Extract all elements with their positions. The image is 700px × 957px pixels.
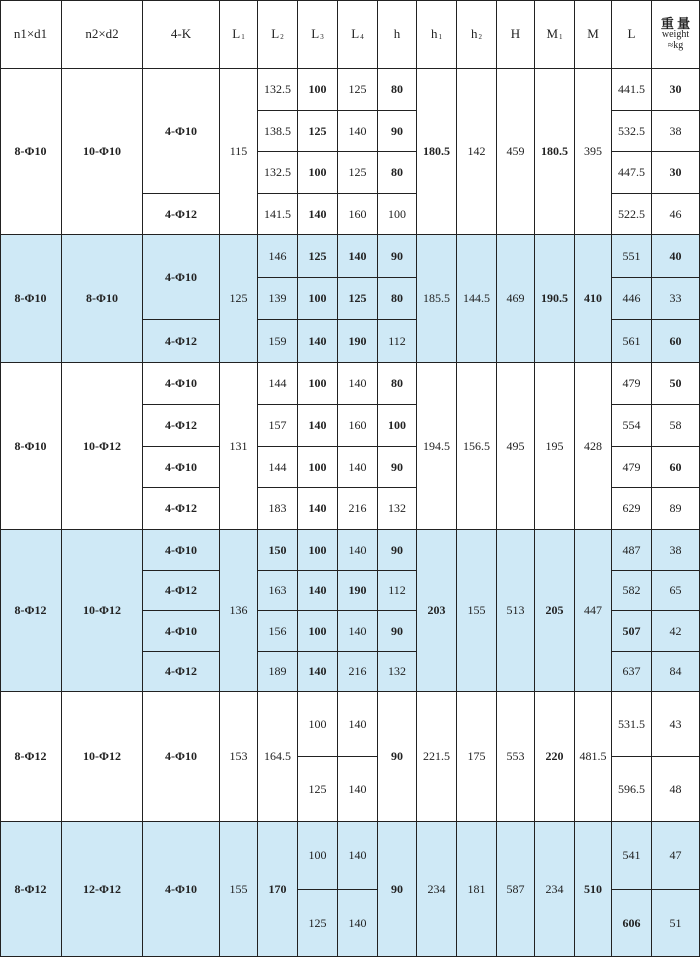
- header-cell: [338, 0, 378, 69]
- header-cell: [652, 0, 700, 69]
- h-cell: 80: [378, 278, 417, 320]
- header-cell: [612, 0, 652, 69]
- bolt-k-cell: 4-Φ10: [143, 69, 220, 194]
- header-subscript: 1: [559, 33, 563, 41]
- l4-cell: 140: [338, 447, 378, 488]
- h2-cell: 144.5: [457, 235, 497, 363]
- bolt-k-cell: 4-Φ12: [143, 405, 220, 447]
- l3-cell: 140: [298, 405, 338, 447]
- l1-cell: 136: [220, 530, 258, 692]
- header-cell: [62, 0, 143, 69]
- l3-cell: 140: [298, 194, 338, 235]
- l2-cell: 164.5: [258, 692, 298, 822]
- l2-cell: 183: [258, 488, 298, 530]
- header-cell: [535, 0, 575, 69]
- l3-cell: 140: [298, 488, 338, 530]
- header-cell: [220, 0, 258, 69]
- l3-cell: 100: [298, 69, 338, 111]
- n1-d1-cell: 8-Φ12: [0, 822, 62, 957]
- h-cell: 132: [378, 488, 417, 530]
- l2-cell: 170: [258, 822, 298, 957]
- bolt-k-cell: 4-Φ10: [143, 692, 220, 822]
- weight-header-line: weight: [661, 28, 690, 40]
- n1-d1-cell: 8-Φ10: [0, 69, 62, 235]
- h1-cell: 221.5: [417, 692, 457, 822]
- l2-cell: 156: [258, 611, 298, 652]
- n2-d2-cell: 8-Φ10: [62, 235, 143, 363]
- weight-cell: 89: [652, 488, 700, 530]
- bolt-k-cell: 4-Φ12: [143, 571, 220, 611]
- l4-cell: 160: [338, 194, 378, 235]
- l4-cell: 190: [338, 571, 378, 611]
- l1-cell: 131: [220, 363, 258, 530]
- m1-cell: 190.5: [535, 235, 575, 363]
- length-cell: 446: [612, 278, 652, 320]
- header-subscript: 2: [280, 33, 284, 41]
- header-label: h: [471, 26, 478, 41]
- h2-cell: 156.5: [457, 363, 497, 530]
- bolt-k-cell: 4-Φ10: [143, 447, 220, 488]
- m1-cell: 234: [535, 822, 575, 957]
- h-cell: 100: [378, 194, 417, 235]
- m1-cell: 220: [535, 692, 575, 822]
- h-cell: 80: [378, 152, 417, 194]
- length-cell: 447.5: [612, 152, 652, 194]
- weight-cell: 60: [652, 320, 700, 363]
- weight-header-line: 重 量: [660, 15, 691, 31]
- weight-cell: 43: [652, 692, 700, 757]
- l4-cell: 140: [338, 822, 378, 890]
- h-cell: 90: [378, 530, 417, 571]
- bolt-k-cell: 4-Φ12: [143, 320, 220, 363]
- length-cell: 507: [612, 611, 652, 652]
- header-cell: [298, 0, 338, 69]
- header-label: M: [587, 26, 599, 41]
- l4-cell: 216: [338, 488, 378, 530]
- l2-cell: 144: [258, 447, 298, 488]
- h-cell: 90: [378, 235, 417, 278]
- m-cell: 395: [575, 69, 612, 235]
- l3-cell: 125: [298, 890, 338, 957]
- l4-cell: 140: [338, 757, 378, 822]
- header-subscript: 1: [438, 33, 442, 41]
- l2-cell: 144: [258, 363, 298, 405]
- bolt-k-cell: 4-Φ10: [143, 822, 220, 957]
- weight-cell: 47: [652, 822, 700, 890]
- l2-cell: 146: [258, 235, 298, 278]
- l4-cell: 216: [338, 652, 378, 692]
- length-cell: 606: [612, 890, 652, 957]
- height-cell: 495: [497, 363, 535, 530]
- m-cell: 410: [575, 235, 612, 363]
- header-cell: [417, 0, 457, 69]
- bolt-k-cell: 4-Φ10: [143, 363, 220, 405]
- m-cell: 447: [575, 530, 612, 692]
- n2-d2-cell: 10-Φ10: [62, 69, 143, 235]
- height-cell: 553: [497, 692, 535, 822]
- l3-cell: 100: [298, 152, 338, 194]
- length-cell: 479: [612, 363, 652, 405]
- weight-cell: 58: [652, 405, 700, 447]
- h1-cell: 185.5: [417, 235, 457, 363]
- length-cell: 541: [612, 822, 652, 890]
- header-cell: [258, 0, 298, 69]
- bolt-k-cell: 4-Φ12: [143, 194, 220, 235]
- h1-cell: 234: [417, 822, 457, 957]
- l3-cell: 100: [298, 530, 338, 571]
- n2-d2-cell: 12-Φ12: [62, 822, 143, 957]
- l4-cell: 140: [338, 611, 378, 652]
- weight-cell: 38: [652, 111, 700, 152]
- length-cell: 596.5: [612, 757, 652, 822]
- l2-cell: 163: [258, 571, 298, 611]
- header-cell: [0, 0, 62, 69]
- header-label: L: [311, 26, 320, 41]
- header-label: H: [510, 26, 521, 41]
- l3-cell: 125: [298, 111, 338, 152]
- height-cell: 469: [497, 235, 535, 363]
- height-cell: 587: [497, 822, 535, 957]
- length-cell: 582: [612, 571, 652, 611]
- bolt-k-cell: 4-Φ10: [143, 611, 220, 652]
- h2-cell: 181: [457, 822, 497, 957]
- length-cell: 532.5: [612, 111, 652, 152]
- h1-cell: 180.5: [417, 69, 457, 235]
- header-cell: [575, 0, 612, 69]
- bolt-k-cell: 4-Φ10: [143, 235, 220, 320]
- l1-cell: 125: [220, 235, 258, 363]
- header-label: M: [546, 26, 559, 41]
- m1-cell: 195: [535, 363, 575, 530]
- height-cell: 513: [497, 530, 535, 692]
- l3-cell: 100: [298, 363, 338, 405]
- l2-cell: 138.5: [258, 111, 298, 152]
- h-cell: 80: [378, 363, 417, 405]
- h2-cell: 142: [457, 69, 497, 235]
- weight-cell: 30: [652, 152, 700, 194]
- weight-cell: 38: [652, 530, 700, 571]
- n1-d1-cell: 8-Φ12: [0, 692, 62, 822]
- weight-cell: 65: [652, 571, 700, 611]
- header-cell: [497, 0, 535, 69]
- l3-cell: 100: [298, 692, 338, 757]
- length-cell: 522.5: [612, 194, 652, 235]
- m-cell: 428: [575, 363, 612, 530]
- n2-d2-cell: 10-Φ12: [62, 530, 143, 692]
- header-subscript: 1: [241, 33, 245, 41]
- l4-cell: 160: [338, 405, 378, 447]
- n1-d1-cell: 8-Φ12: [0, 530, 62, 692]
- header-label: h: [393, 26, 401, 41]
- header-cell: [457, 0, 497, 69]
- l2-cell: 132.5: [258, 152, 298, 194]
- header-cell: [143, 0, 220, 69]
- l4-cell: 190: [338, 320, 378, 363]
- h2-cell: 155: [457, 530, 497, 692]
- header-label: h: [431, 26, 438, 41]
- l4-cell: 140: [338, 890, 378, 957]
- header-cell: [378, 0, 417, 69]
- l4-cell: 125: [338, 152, 378, 194]
- length-cell: 561: [612, 320, 652, 363]
- l2-cell: 189: [258, 652, 298, 692]
- l3-cell: 140: [298, 320, 338, 363]
- length-cell: 551: [612, 235, 652, 278]
- m-cell: 481.5: [575, 692, 612, 822]
- length-cell: 441.5: [612, 69, 652, 111]
- h1-cell: 194.5: [417, 363, 457, 530]
- l2-cell: 150: [258, 530, 298, 571]
- length-cell: 554: [612, 405, 652, 447]
- h-cell: 132: [378, 652, 417, 692]
- h-cell: 90: [378, 111, 417, 152]
- weight-cell: 46: [652, 194, 700, 235]
- l4-cell: 140: [338, 363, 378, 405]
- n1-d1-cell: 8-Φ10: [0, 235, 62, 363]
- l4-cell: 140: [338, 111, 378, 152]
- l3-cell: 100: [298, 278, 338, 320]
- length-cell: 629: [612, 488, 652, 530]
- l3-cell: 140: [298, 652, 338, 692]
- l4-cell: 140: [338, 692, 378, 757]
- l1-cell: 153: [220, 692, 258, 822]
- length-cell: 487: [612, 530, 652, 571]
- m1-cell: 180.5: [535, 69, 575, 235]
- weight-cell: 84: [652, 652, 700, 692]
- h-cell: 100: [378, 405, 417, 447]
- bolt-k-cell: 4-Φ12: [143, 652, 220, 692]
- weight-cell: 40: [652, 235, 700, 278]
- l4-cell: 125: [338, 69, 378, 111]
- l3-cell: 100: [298, 447, 338, 488]
- l4-cell: 125: [338, 278, 378, 320]
- l2-cell: 132.5: [258, 69, 298, 111]
- h-cell: 112: [378, 320, 417, 363]
- l3-cell: 100: [298, 822, 338, 890]
- weight-cell: 50: [652, 363, 700, 405]
- h-cell: 90: [378, 822, 417, 957]
- weight-cell: 42: [652, 611, 700, 652]
- length-cell: 637: [612, 652, 652, 692]
- header-subscript: 2: [478, 33, 482, 41]
- l2-cell: 159: [258, 320, 298, 363]
- length-cell: 531.5: [612, 692, 652, 757]
- l1-cell: 155: [220, 822, 258, 957]
- n2-d2-cell: 10-Φ12: [62, 692, 143, 822]
- h-cell: 112: [378, 571, 417, 611]
- l2-cell: 157: [258, 405, 298, 447]
- weight-cell: 33: [652, 278, 700, 320]
- weight-cell: 30: [652, 69, 700, 111]
- header-label: n2×d2: [85, 26, 119, 41]
- weight-cell: 51: [652, 890, 700, 957]
- l4-cell: 140: [338, 530, 378, 571]
- bolt-k-cell: 4-Φ12: [143, 488, 220, 530]
- l4-cell: 140: [338, 235, 378, 278]
- weight-header-line: ≈kg: [667, 39, 684, 51]
- header-label: L: [232, 26, 241, 41]
- l1-cell: 115: [220, 69, 258, 235]
- header-label: L: [271, 26, 280, 41]
- weight-cell: 48: [652, 757, 700, 822]
- h-cell: 90: [378, 447, 417, 488]
- length-cell: 479: [612, 447, 652, 488]
- bolt-k-cell: 4-Φ10: [143, 530, 220, 571]
- m-cell: 510: [575, 822, 612, 957]
- header-label: L: [627, 26, 636, 41]
- header-label: n1×d1: [13, 26, 48, 41]
- height-cell: 459: [497, 69, 535, 235]
- h-cell: 80: [378, 69, 417, 111]
- h2-cell: 175: [457, 692, 497, 822]
- h-cell: 90: [378, 611, 417, 652]
- weight-cell: 60: [652, 447, 700, 488]
- l3-cell: 125: [298, 235, 338, 278]
- l3-cell: 100: [298, 611, 338, 652]
- h-cell: 90: [378, 692, 417, 822]
- header-subscript: 4: [360, 33, 364, 41]
- m1-cell: 205: [535, 530, 575, 692]
- l2-cell: 139: [258, 278, 298, 320]
- n2-d2-cell: 10-Φ12: [62, 363, 143, 530]
- header-label: L: [351, 26, 360, 41]
- header-subscript: 3: [320, 33, 324, 41]
- n1-d1-cell: 8-Φ10: [0, 363, 62, 530]
- header-label: 4-K: [170, 26, 192, 41]
- l3-cell: 140: [298, 571, 338, 611]
- l3-cell: 125: [298, 757, 338, 822]
- l2-cell: 141.5: [258, 194, 298, 235]
- h1-cell: 203: [417, 530, 457, 692]
